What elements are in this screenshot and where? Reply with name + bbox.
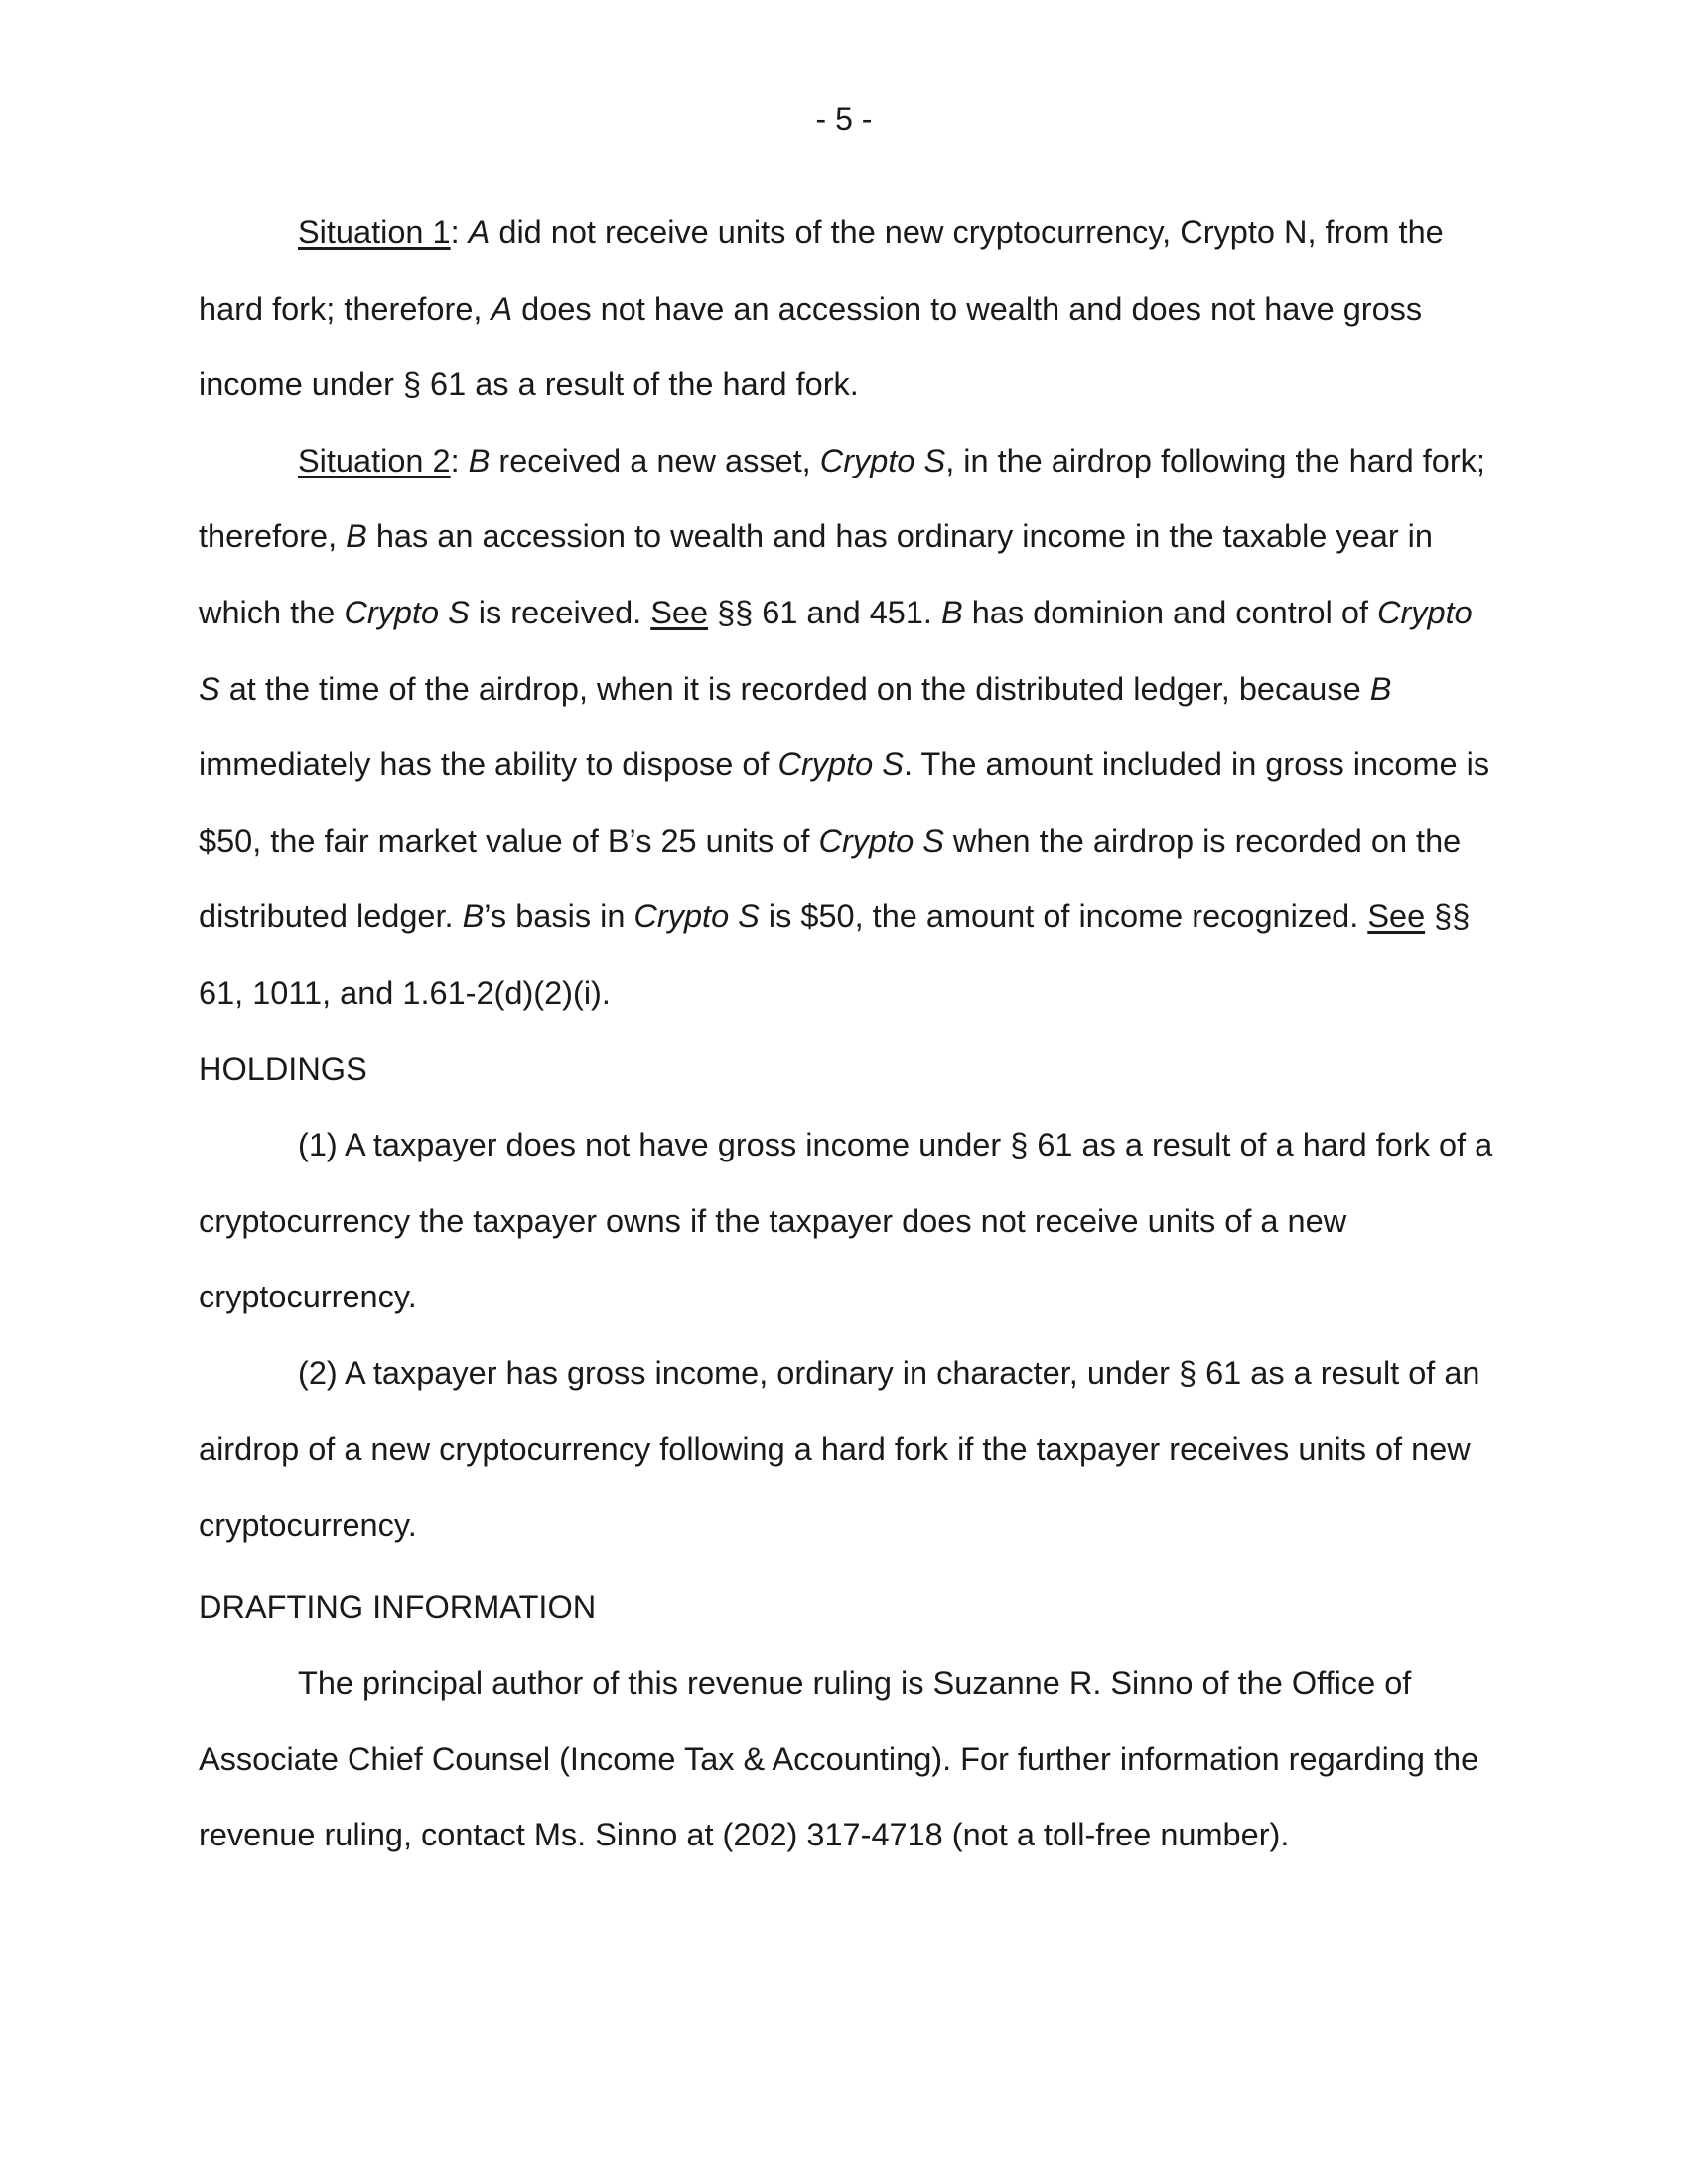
see-citation: See <box>1367 898 1426 935</box>
taxpayer-b: B <box>346 518 367 555</box>
holding-1-paragraph: (1) A taxpayer does not have gross income under § 61 as a result of a hard fork of a cryptocurrency the taxpayer owns if the taxpayer does not receive units of a new cryptocurrency. <box>199 1127 1493 1315</box>
situation-1-label: Situation 1 <box>298 214 451 250</box>
see-citation: See <box>650 594 709 630</box>
taxpayer-a: A <box>491 290 513 327</box>
holding-2-paragraph: (2) A taxpayer has gross income, ordinary in character, under § 61 as a result of an airdrop of a new cryptocurrency following a hard fork if the taxpayer receives units of new cryptocurrency. <box>199 1354 1480 1544</box>
taxpayer-a: A <box>468 214 491 250</box>
holdings-heading: HOLDINGS <box>199 1050 367 1087</box>
crypto-s-term: Crypto S <box>633 898 760 935</box>
page-number: - 5 - <box>815 101 873 137</box>
situation-2-label: Situation 2 <box>298 442 451 478</box>
crypto-s-term: Crypto S <box>199 594 1473 707</box>
document-body <box>199 195 1499 1873</box>
taxpayer-b: B <box>468 442 491 478</box>
drafting-information-heading: DRAFTING INFORMATION <box>199 1588 597 1625</box>
situation-2-paragraph: Situation 2: B received a new asset, Crypto S, in the airdrop following the hard fork; therefore, B has an accession to wealth and has ordinary income in the taxable year in which the Crypto S is received. See §§ 61 and 451. B has dominion and control of Crypto S at the time of the airdrop, when it is recorded on the distributed ledger, because B immediately has the ability to dispose of Crypto S. The amount included in gross income is $50, the fair market value of B’s 25 units of Crypto S when the airdrop is recorded on the distributed ledger. B’s basis in Crypto S is $50, the amount of income recognized. See §§ 61, 1011, and 1.61-2(d)(2)(i). <box>199 442 1490 1011</box>
crypto-s-term: Crypto S <box>818 822 944 859</box>
drafting-information-paragraph: The principal author of this revenue ruling is Suzanne R. Sinno of the Office of Associate Chief Counsel (Income Tax & Accounting). For further information regarding the revenue ruling, contact Ms. Sinno at (202) 317-4718 (not a toll-free number). <box>199 1665 1479 1853</box>
taxpayer-b: B <box>940 594 963 630</box>
crypto-s-term: Crypto S <box>344 594 470 630</box>
crypto-s-term: Crypto S <box>777 747 904 783</box>
situation-1-paragraph: Situation 1: A did not receive units of the new cryptocurrency, Crypto N, from the hard fork; therefore, A does not have an accession to wealth and does not have gross income under § 61 as a result of the hard fork. <box>199 214 1444 403</box>
taxpayer-b: B <box>1369 670 1392 707</box>
taxpayer-b: B <box>462 898 485 935</box>
crypto-s-term: Crypto S <box>819 442 946 478</box>
